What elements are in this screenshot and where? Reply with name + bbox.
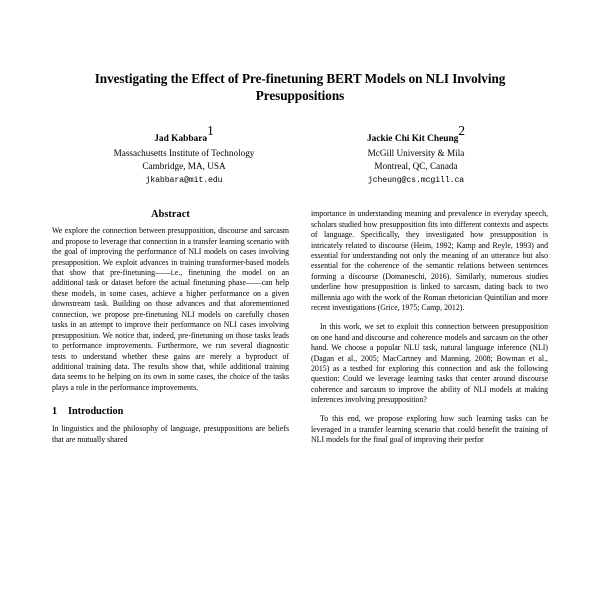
- author-list: [52, 124, 548, 187]
- author-affiliation-marker-1: 1: [207, 123, 214, 138]
- section-title: Introduction: [68, 406, 124, 418]
- right-paragraph-3: To this end, we propose exploring how such learning tasks can be leveraged in a transfer learning scenario that could benefit the training of NLI models for the final goal of improving their perfor: [311, 414, 548, 445]
- author-name-text-2: Jackie Chi Kit Cheung: [366, 134, 459, 145]
- paper-title: Investigating the Effect of Pre-finetuning BERT Models on NLI Involving Presuppositions: [94, 71, 506, 103]
- abstract-heading: Abstract: [151, 209, 190, 221]
- author-name-2: [300, 124, 532, 147]
- column-left: [52, 209, 289, 600]
- author-affiliation-marker-2: 2: [458, 123, 466, 138]
- author-block-1: [68, 124, 300, 187]
- introduction-paragraph-1: In linguistics and the philosophy of language, presuppositions are beliefs that are mutually shared: [52, 424, 289, 444]
- section-number: 1: [52, 406, 58, 418]
- author-institution-2: McGill University & Mila: [367, 147, 465, 158]
- column-right: [311, 209, 548, 600]
- author-institution-1: Massachusetts Institute of Technology: [113, 147, 255, 158]
- abstract-body: We explore the connection between presupposition, discourse and sarcasm and propose to leverage that connection in a transfer learning scenario with the goal of improving the performance of NLI models on cases involving presupposition. We exploit advances in training transformer-based models that show that pre-finetuning——i.e., finetuning the model on an additional task or dataset before the actual finetuning phase——can help these models, in some cases, achieve a higher performance on a given downstream task. Building on those advances and that aforementioned connection, we propose pre-finetuning NLI models on carefully chosen tasks in an attempt to improve their performance on NLI cases involving presupposition. We notice that, indeed, pre-finetuning on those tasks leads to performance improvements. Furthermore, we run several diagnostic tests to understand whether these gains are merely a byproduct of additional training data. The results show that, while additional training data seems to be helping on its own in some cases, the choice of the tasks plays a role in the performance improvements.: [52, 226, 289, 392]
- author-location-1: Cambridge, MA, USA: [142, 160, 226, 171]
- author-location-2: Montreal, QC, Canada: [374, 160, 458, 171]
- section-heading-introduction: [52, 406, 289, 417]
- author-name-1: [68, 124, 300, 147]
- author-name-text-1: Jad Kabbara: [154, 134, 208, 145]
- author-block-2: [300, 124, 532, 187]
- right-continued-paragraph: importance in understanding meaning and prevalence in everyday speech, scholars studied how presupposition fits into different contexts and aspects of language. Specifically, they investigated how presupposition is intricately related to discourse (Heim, 1992; Kamp and Reyle, 1993) and essential for understanding not only the meaning of an utterance but also essential for the coherence of the semantic relations between sentences forming a discourse (Domaneschi, 2016). Similarly, numerous studies underline how presupposition is linked to sarcasm, dating back to two millennia ago with the work of the Roman rhetorician Quintilian and more recent investigations (Grice, 1975; Camp, 2012).: [311, 209, 548, 313]
- author-email-2[interactable]: jcheung@cs.mcgill.ca: [367, 175, 465, 185]
- author-email-1[interactable]: jkabbara@mit.edu: [145, 175, 223, 185]
- body-columns: [52, 209, 548, 600]
- right-paragraph-2: In this work, we set to exploit this connection between presupposition on one hand and discourse and coherence models and sarcasm on the other hand. We choose a popular NLU task, natural language inference (NLI) (Dagan et al., 2005; MacCartney and Manning, 2008; Bowman et al., 2015) as a testbed for exploring this connection and ask the following question: Could we leverage learning tasks that center around discourse coherence and sarcasm to improve the ability of NLI models at making inferences involving presupposition?: [311, 322, 548, 405]
